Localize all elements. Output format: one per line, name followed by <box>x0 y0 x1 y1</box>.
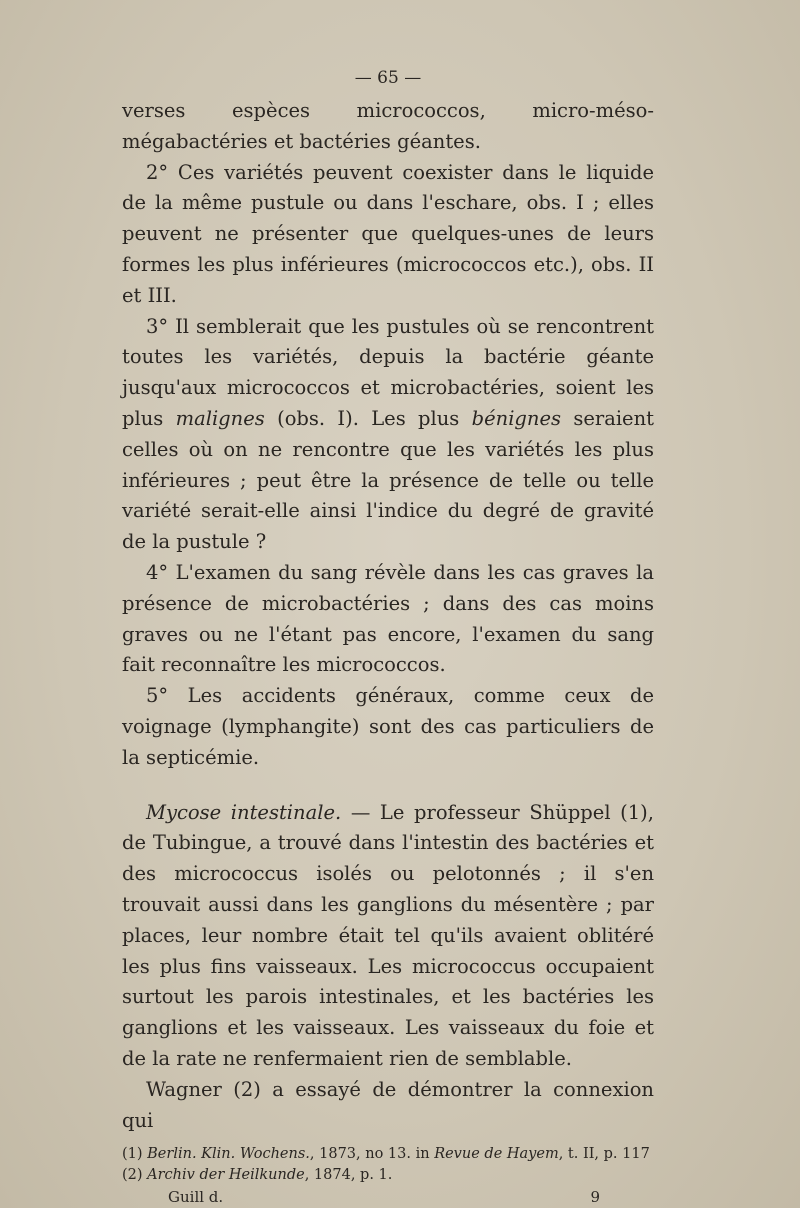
paragraph-continuation: verses espèces micrococcos, micro-méso-mégabactéries et bactéries géantes. <box>122 99 654 153</box>
footnote-2-end: , 1874, p. 1. <box>304 1167 393 1184</box>
page-content <box>122 60 654 1208</box>
section-gap <box>122 774 654 798</box>
signature-number: 9 <box>590 1188 600 1207</box>
footnote-2-journal: Archiv der Heilkunde <box>147 1167 305 1184</box>
paragraph-point-5: 5° Les accidents généraux, comme ceux de voignage (lymphangite) sont des cas particuliers de la septicémie. <box>122 684 654 769</box>
section-title-mycose: Mycose intestinale. <box>146 800 342 824</box>
footnote-1 <box>122 1144 654 1165</box>
point-3-text-b: (obs. I). Les plus <box>264 406 472 430</box>
footnote-2 <box>122 1165 654 1186</box>
footnote-1-review: Revue de Hayem <box>434 1146 559 1163</box>
footnote-2-mark: (2) <box>122 1167 148 1184</box>
point-3-malignes: malignes <box>175 406 265 430</box>
point-3-benignes: bénignes <box>471 406 562 430</box>
paragraph-point-3 <box>122 312 654 558</box>
paragraph-wagner: Wagner (2) a essayé de démontrer la connexion qui <box>122 1077 654 1132</box>
footnote-1-mid: , 1873, no 13. in <box>309 1146 435 1163</box>
footnote-1-end: , t. II, p. 117 <box>558 1146 650 1163</box>
point-3-text-c: seraient celles où on ne rencontre que les variétés les plus inférieures ; peut être la présence de telle ou telle variété serait-elle ainsi l'indice du degré de gravité de la pustule ? <box>122 406 654 554</box>
point-3-text-a: 3° Il semblerait que les pustules où se rencontrent toutes les variétés, depuis la bactérie géante jusqu'aux micrococcos et microbactéries, soient les plus <box>122 314 654 430</box>
paragraph-mycose-intestinale <box>122 798 654 1075</box>
paragraph-point-4: 4° L'examen du sang révèle dans les cas graves la présence de microbactéries ; dans des cas moins graves ou ne l'étant pas encore, l'examen du sang fait reconnaître les micrococcos. <box>122 560 654 677</box>
footnotes <box>122 1144 654 1186</box>
page-number: — 65 — <box>354 68 422 88</box>
paragraph-point-2: 2° Ces variétés peuvent coexister dans le liquide de la même pustule ou dans l'eschare, obs. I ; elles peuvent ne présenter que quelques-unes de leurs formes les plus inférieures (micrococcos etc.), obs. II et III. <box>122 160 654 307</box>
footnote-1-journal: Berlin. Klin. Wochens. <box>147 1146 310 1163</box>
mycose-body: — Le professeur Shüppel (1), de Tubingue, a trouvé dans l'intestin des bactéries et des micrococcus isolés ou pelotonnés ; il s'en trouvait aussi dans les ganglions du mésentère ; par places, leur nombre était tel qu'ils avaient oblitéré les plus fins vaisseaux. Les micrococcus occupaient surtout les parois intestinales, et les bactéries les ganglions et les vaisseaux. Les vaisseaux du foie et de la rate ne renfermaient rien de semblable. <box>122 800 654 1070</box>
signature-left: Guill d. <box>168 1188 224 1207</box>
printer-signature <box>122 1186 654 1208</box>
footnote-1-mark: (1) <box>122 1146 148 1163</box>
